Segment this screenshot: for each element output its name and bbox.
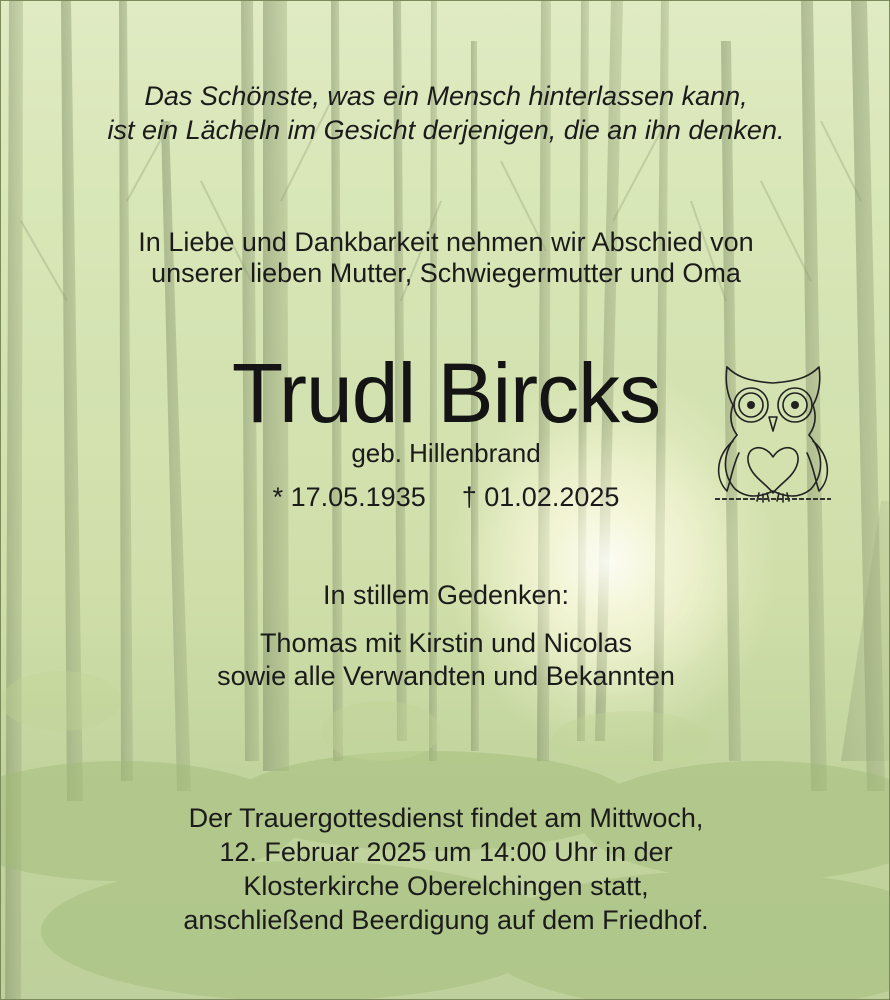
memorial-quote <box>1 79 890 147</box>
intro-line-2: unserer lieben Mutter, Schwiegermutter und Oma <box>151 258 741 288</box>
death-date: † 01.02.2025 <box>461 482 620 512</box>
service-line-3: Klosterkirche Oberelchingen statt, <box>243 871 649 901</box>
service-line-4: anschließend Beerdigung auf dem Friedhof. <box>183 905 709 935</box>
service-line-1: Der Trauergottesdienst findet am Mittwoch, <box>188 803 704 833</box>
mourners-list <box>1 627 890 693</box>
service-line-2: 12. Februar 2025 um 14:00 Uhr in der <box>219 837 673 867</box>
mourners-line-1: Thomas mit Kirstin und Nicolas <box>259 628 633 658</box>
quote-line-1: Das Schönste, was ein Mensch hinterlassen kann, <box>144 81 748 111</box>
intro-line-1: In Liebe und Dankbarkeit nehmen wir Abschied von <box>138 227 754 257</box>
quote-line-2: ist ein Lächeln im Gesicht derjenigen, die an ihn denken. <box>107 115 785 145</box>
owl-icon <box>713 361 833 506</box>
birth-date: * 17.05.1935 <box>272 482 426 512</box>
birth-name: geb. Hillenbrand <box>351 438 541 468</box>
mourners-heading: In stillem Gedenken: <box>322 580 570 610</box>
mourners-line-2: sowie alle Verwandten und Bekannten <box>217 661 675 691</box>
funeral-service-info <box>1 801 890 937</box>
farewell-intro <box>1 227 890 289</box>
deceased-name: Trudl Bircks <box>231 346 661 440</box>
